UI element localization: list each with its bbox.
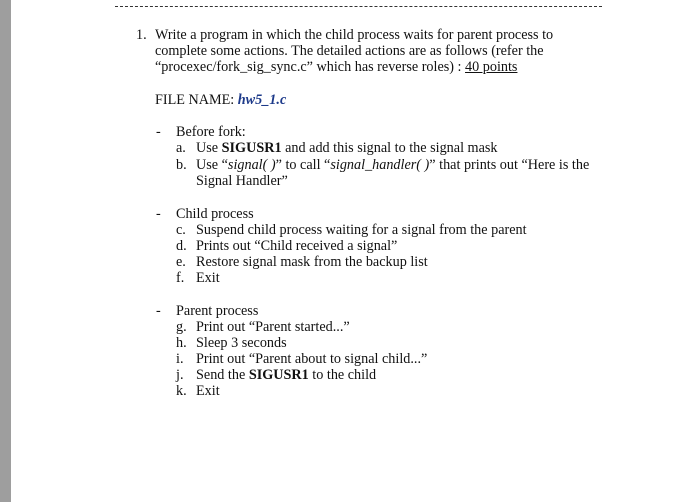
item-a-post: and add this signal to the signal mask <box>281 140 498 156</box>
item-h-text: Sleep 3 seconds <box>196 335 287 351</box>
item-e-text: Restore signal mask from the backup list <box>196 254 428 270</box>
left-margin-bar <box>0 0 11 502</box>
item-j-text <box>196 367 376 383</box>
item-j-post: to the child <box>308 367 377 383</box>
item-f-letter: f. <box>176 270 185 286</box>
item-a-letter: a. <box>176 140 186 156</box>
child-title: Child process <box>176 206 254 222</box>
item-k-letter: k. <box>176 383 187 399</box>
item-a-pre: Use <box>196 140 222 156</box>
item-e-letter: e. <box>176 254 186 270</box>
before-fork-title: Before fork: <box>176 124 246 140</box>
question-line-2: complete some actions. The detailed actions are as follows (refer the <box>155 43 544 59</box>
item-b-mid: ” to call “ <box>275 157 331 173</box>
item-i-letter: i. <box>176 351 184 367</box>
item-i-text: Print out “Parent about to signal child...” <box>196 351 428 367</box>
item-d-text: Prints out “Child received a signal” <box>196 238 398 254</box>
points-value: 40 points <box>465 59 518 75</box>
item-h-letter: h. <box>176 335 187 351</box>
item-d-letter: d. <box>176 238 187 254</box>
item-c-text: Suspend child process waiting for a signal from the parent <box>196 222 527 238</box>
item-j-pre: Send the <box>196 367 249 383</box>
item-a-text <box>196 140 498 156</box>
item-b-post: ” that prints out “Here is the <box>429 157 590 173</box>
item-j-letter: j. <box>176 367 184 383</box>
question-number: 1. <box>136 27 147 43</box>
item-k-text: Exit <box>196 383 220 399</box>
parent-title: Parent process <box>176 303 259 319</box>
file-name-value: hw5_1.c <box>237 92 287 108</box>
item-c-letter: c. <box>176 222 186 238</box>
bullet-child: - <box>156 206 161 222</box>
file-name-label: FILE NAME: <box>155 92 238 108</box>
item-a-signal: SIGUSR1 <box>221 140 282 156</box>
item-b-handler-fn: signal_handler( ) <box>330 157 430 173</box>
bullet-parent: - <box>156 303 161 319</box>
question-line-3 <box>155 59 517 75</box>
item-b-signal-fn: signal( ) <box>227 157 276 173</box>
item-b-text <box>196 157 589 173</box>
item-f-text: Exit <box>196 270 220 286</box>
bullet-before-fork: - <box>156 124 161 140</box>
item-g-text: Print out “Parent started...” <box>196 319 350 335</box>
top-dashed-divider <box>115 6 602 7</box>
question-line-1: Write a program in which the child process waits for parent process to <box>155 27 554 43</box>
item-b-continuation: Signal Handler” <box>196 173 288 189</box>
item-b-letter: b. <box>176 157 187 173</box>
item-g-letter: g. <box>176 319 187 335</box>
question-line-3-text: “procexec/fork_sig_sync.c” which has reverse roles) : <box>155 59 466 75</box>
item-b-pre: Use “ <box>196 157 228 173</box>
item-j-signal: SIGUSR1 <box>248 367 309 383</box>
file-name-line <box>155 92 286 108</box>
